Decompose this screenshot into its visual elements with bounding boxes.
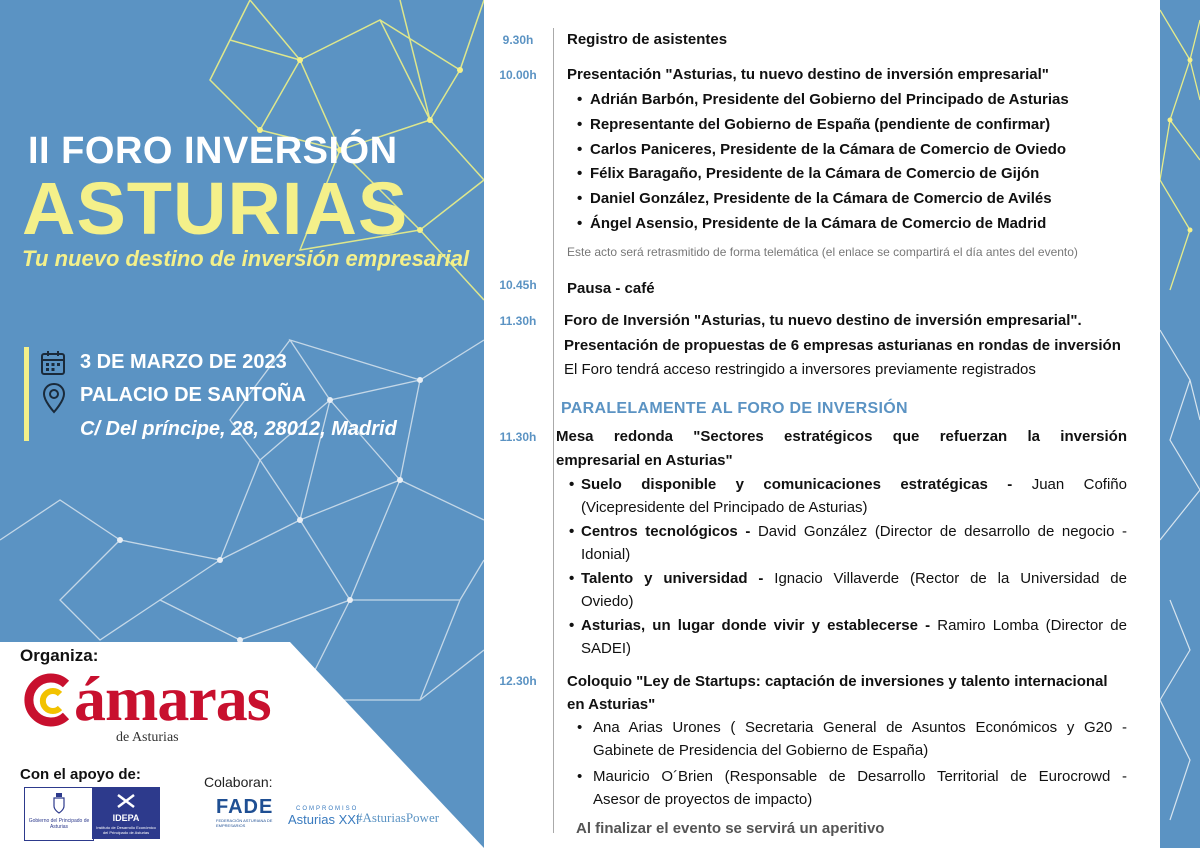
timeline-line [553, 28, 554, 833]
event-title-line1: II FORO INVERSIÓN [28, 130, 398, 172]
topic-item: Asturias, un lugar donde vivir y establecerse - Ramiro Lomba (Director de [581, 617, 1127, 634]
speaker-item: Adrián Barbón, Presidente del Gobierno del Principado de Asturias [590, 91, 1069, 108]
speaker-line2: Gabinete de Presidencia del Gobierno de España) [593, 742, 929, 759]
idepa-name: IDEPA [112, 813, 140, 823]
speaker-line2: Asesor de proyectos de impacto) [593, 791, 813, 808]
coat-of-arms-icon [52, 792, 66, 814]
hashtag: #AsturiasPower [356, 810, 440, 825]
camaras-logo-mark [22, 672, 78, 728]
speaker-item: Representante del Gobierno de España (pendiente de confirmar) [590, 116, 1051, 133]
event-address: C/ Del príncipe, 28, 28012, Madrid [80, 418, 397, 440]
location-pin-icon [42, 382, 66, 414]
time-label: 11.30h [499, 430, 537, 444]
event-tagline: Tu nuevo destino de inversión empresarial [22, 246, 470, 271]
speaker-item: Ángel Asensio, Presidente de la Cámara de Comercio de Madrid [590, 215, 1047, 232]
session-note: Este acto será retrasmitido de forma telemática (el enlace se compartirá el día antes del evento) [567, 245, 1078, 259]
event-date: 3 DE MARZO DE 2023 [80, 351, 287, 373]
calendar-icon [40, 350, 66, 376]
speaker-item: Carlos Paniceres, Presidente de la Cámara de Comercio de Oviedo [590, 141, 1067, 158]
event-flyer: II FORO INVERSIÓN ASTURIAS Tu nuevo destino de inversión empresarial 3 DE MARZO DE 2023 PALACIO DE SANTOÑA C/ Del príncipe, 28, 28012, Madrid 9.30h Registro de asistentes 10.00h Presentación "Asturias, tu nuevo destino de inversión empresarial" • Adrián Barbón, Presidente del Gobierno del Principado de Asturias • Representante del Gobierno de España (pendiente de confirmar) • Carlos Paniceres, Presidente de la Cámara de Comercio de Oviedo • Félix Baragaño, Presidente de la Cámara de Comercio de Gijón • Daniel González, Presidente de la Cámara de Comercio de Avilés • Ángel Asensio, Presidente de la Cámara de Comercio de Madrid Este acto será retrasmitido de forma telemática (el enlace se compartirá el día antes del evento) 10.45h Pausa - café 11.30h Foro de Inversión "Asturias, tu nuevo destino de inversión empresarial". Presentación de propuestas de 6 empresas asturianas en rondas de inversión El Foro tendrá acceso restringido a inversores previamente registrados PARALELAMENTE AL FORO DE INVERSIÓN 11.30h Mesa redonda "Sectores estratégicos que refuerzan la inversión empresarial en Asturias" • Suelo disponible y comunicaciones estratégicas - Juan Cofiño (Vicepresidente del Principado de Asturias) • Centros tecnológicos - David González (Director de desarrollo de negocio - Idonial) • Talento y universidad - Ignacio Villaverde (Rector de la Universidad de Oviedo) • Asturias, un lugar donde vivir y establecerse - Ramiro Lomba (Director de SADEI) 12.30h Coloquio "Ley de Startups: captación de inversiones y talento internacional en Asturias" • Ana Arias Urones ( Secretaria General de Asuntos Económicos y G20 - Gabinete de Presidencia del Gobierno de España) • Mauricio O´Brien (Responsable de Desarrollo Territorial de Eurocrowd - Asesor de proyectos de impacto) Al finalizar el evento se servirá un aperitivo Organiza: ámaras de Asturias Con el apoyo de: Gobierno del Principado de Asturias IDEPA Instituto de Desarrollo Económico del Principado de Asturias Colaboran: FADE FEDERACIÓN ASTURIANA DE EMPRESARIOS COMPROMISO Asturias XXI #AsturiasPower [0, 0, 1200, 848]
parallel-heading: PARALELAMENTE AL FORO DE INVERSIÓN [561, 400, 908, 417]
gobierno-asturias-logo [24, 787, 94, 841]
speaker-item: Félix Baragaño, Presidente de la Cámara de Comercio de Gijón [590, 165, 1040, 182]
topic-speaker-line2: (Vicepresidente del Principado de Asturias) [581, 499, 868, 516]
closing-note: Al finalizar el evento se servirá un aperitivo [576, 820, 885, 837]
organiza-label: Organiza: [20, 646, 99, 665]
topic-speaker-line2: Oviedo) [581, 593, 634, 610]
round-table-title: Mesa redonda "Sectores estratégicos que refuerzan la inversión [556, 428, 1127, 445]
fade-logo: FADE [216, 796, 274, 818]
time-label: 10.00h [499, 68, 537, 82]
colaboran-label: Colaboran: [204, 774, 273, 790]
camaras-logo-word: ámaras [74, 663, 271, 734]
topic-item: Talento y universidad - Ignacio Villaverde (Rector de la Universidad de [581, 570, 1127, 587]
speaker-item: Ana Arias Urones ( Secretaria General de Asuntos Económicos y G20 - [593, 719, 1127, 736]
time-label: 10.45h [499, 278, 537, 292]
apoyo-label: Con el apoyo de: [20, 766, 141, 783]
topic-item: Centros tecnológicos - David González (Director de desarrollo de negocio - [581, 523, 1127, 540]
session-title: Pausa - café [567, 280, 655, 297]
session-title-line2: Presentación de propuestas de 6 empresas asturianas en rondas de inversión [564, 337, 1121, 354]
right-network-decoration [1160, 0, 1200, 848]
colloquium-title-line2: en Asturias" [567, 696, 656, 713]
time-label: 12.30h [499, 674, 537, 688]
fade-sub: FEDERACIÓN ASTURIANA DE EMPRESARIOS [216, 818, 273, 828]
event-info-bar [24, 347, 29, 441]
topic-speaker-line2: Idonial) [581, 546, 631, 563]
session-note: El Foro tendrá acceso restringido a inversores previamente registrados [564, 361, 1036, 378]
time-label: 9.30h [502, 33, 534, 47]
gobierno-text: Gobierno del Principado de Asturias [28, 818, 90, 830]
camaras-logo-sub: de Asturias [116, 730, 179, 745]
idepa-mark-icon [116, 791, 136, 811]
right-strip [1160, 0, 1200, 848]
topic-speaker-line2: SADEI) [581, 640, 632, 657]
round-table-title-line2: empresarial en Asturias" [556, 452, 733, 469]
event-title-line2: ASTURIAS [22, 167, 409, 250]
session-title: Presentación "Asturias, tu nuevo destino de inversión empresarial" [567, 66, 1049, 83]
compromiso-logo: Asturias XXI [288, 812, 360, 827]
idepa-sub: Instituto de Desarrollo Económico del Principado de Asturias [96, 825, 156, 835]
event-venue: PALACIO DE SANTOÑA [80, 384, 306, 406]
compromiso-small: COMPROMISO [296, 806, 359, 812]
colloquium-title: Coloquio "Ley de Startups: captación de inversiones y talento internacional [567, 673, 1108, 690]
session-title: Registro de asistentes [567, 31, 728, 48]
speaker-item: Daniel González, Presidente de la Cámara de Comercio de Avilés [590, 190, 1052, 207]
idepa-logo [92, 787, 160, 839]
speaker-item: Mauricio O´Brien (Responsable de Desarrollo Territorial de Eurocrowd - [593, 768, 1127, 785]
session-title: Foro de Inversión "Asturias, tu nuevo destino de inversión empresarial". [564, 312, 1082, 329]
time-label: 11.30h [499, 314, 537, 328]
topic-item: Suelo disponible y comunicaciones estratégicas - Juan Cofiño [581, 476, 1127, 493]
